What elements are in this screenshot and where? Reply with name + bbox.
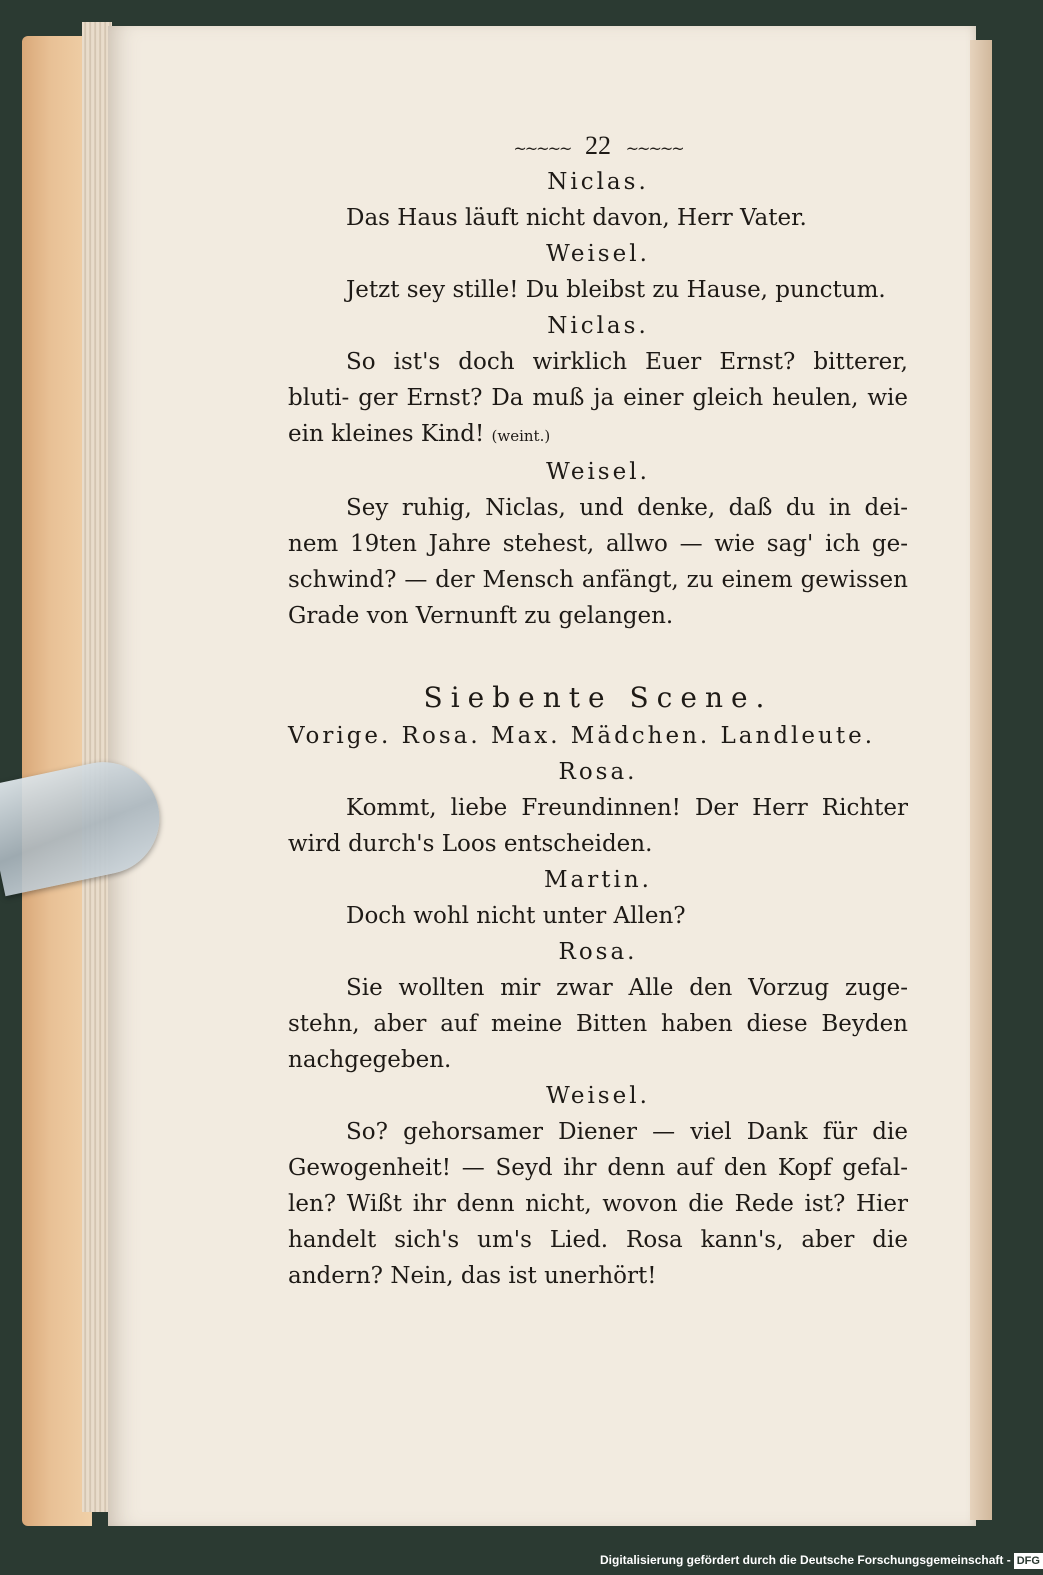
dialogue-entry [288,934,908,1078]
scene-cast: Vorige. Rosa. Max. Mädchen. Landleute. [288,723,876,749]
speech-line: Gewogenheit! — Seyd ihr denn auf den Kopf gefal- [288,1155,908,1181]
speaker-name: Weisel. [546,1083,650,1109]
page-number: 22 [585,131,611,160]
speech-line: Jetzt sey stille! Du bleibst zu Hause, punctum. [346,277,886,303]
speech [288,272,908,308]
speech-line: Sie wollten mir zwar Alle den Vorzug zuge- [346,975,908,1001]
speech-line: Das Haus läuft nicht davon, Herr Vater. [346,205,807,231]
speech-line: wird durch's Loos entscheiden. [288,831,653,857]
dialogue-entry [288,1078,908,1294]
ornament-right: ~~~~~ [625,139,683,158]
speech-line: handelt sich's um's Lied. Rosa kann's, aber die andern? [288,1227,908,1289]
dfg-logo: DFG [1014,1553,1043,1569]
dialogue-entry [288,862,908,934]
dialogue-entry [288,164,908,236]
speech-line: Kommt, liebe Freundinnen! Der Herr Richter [346,795,908,821]
speech-line: len? Wißt ihr denn nicht, wovon die Rede ist? Hier [288,1191,908,1217]
speech-line: Sey ruhig, Niclas, und denke, daß du in dei- [346,495,908,521]
speech [288,1114,908,1294]
dialogue-entry [288,454,908,634]
speech-line: ger Ernst? Da muß ja einer gleich heulen, wie ein [288,385,909,447]
speech-line: nem 19ten Jahre stehest, allwo — wie sag' ich ge- [288,531,908,557]
scene-title: Siebente Scene. [423,681,773,714]
footer-text: Digitalisierung gefördert durch die Deutsche Forschungsgemeinschaft - [600,1553,1011,1567]
page-header [288,128,908,164]
dialogue-entry [288,754,908,862]
speech-line: kleines Kind! [331,421,485,447]
speaker-name: Rosa. [558,759,638,785]
speech-line: Doch wohl nicht unter Allen? [346,903,686,929]
page-text [288,128,908,1294]
speaker-name: Martin. [544,867,652,893]
speech-line: So? gehorsamer Diener — viel Dank für die [346,1119,908,1145]
speech-line: So ist's doch wirklich Euer Ernst? bitterer, bluti- [288,349,908,411]
speaker-name: Rosa. [558,939,638,965]
speech [288,200,908,236]
ornament-left: ~~~~~ [513,139,571,158]
speech-line: nachgegeben. [288,1047,452,1073]
speaker-name: Niclas. [547,313,649,339]
speech-line: Nein, das ist unerhört! [390,1263,657,1289]
speech-line: schwind? — der Mensch anfängt, zu einem gewissen [288,567,908,593]
speech-line: Grade von Vernunft zu gelangen. [288,603,674,629]
speech [288,898,908,934]
speaker-name: Weisel. [546,241,650,267]
speech-line: stehn, aber auf meine Bitten haben diese Beyden [288,1011,908,1037]
stage-direction: (weint.) [491,427,551,445]
dialogue-entry [288,236,908,308]
footer-credit [600,1548,1043,1572]
page-right-edge [970,40,992,1520]
speech [288,344,908,454]
speaker-name: Weisel. [546,459,650,485]
speaker-name: Niclas. [547,169,649,195]
speech [288,490,908,634]
dialogue-entry [288,308,908,454]
speech [288,790,908,862]
speech [288,970,908,1078]
